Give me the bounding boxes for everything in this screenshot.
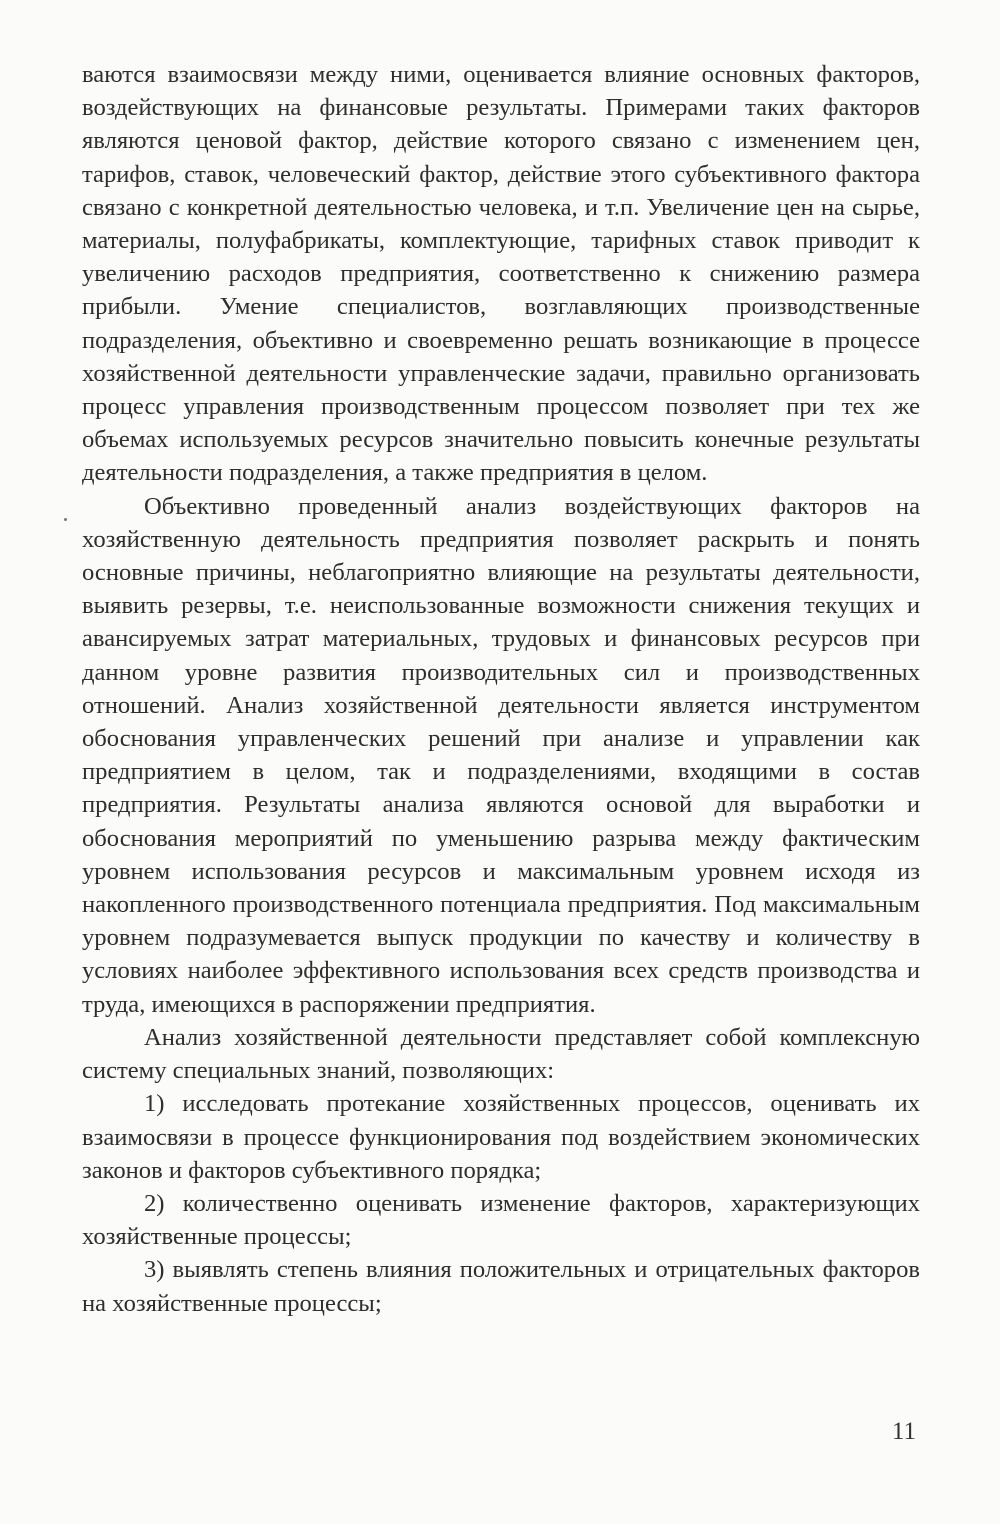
body-text [82, 58, 920, 1320]
paragraph-factor-analysis: Объективно проведенный анализ воздействующих факторов на хозяйственную деятельность предприятия позволяет раскрыть и понять основные причины, неблагоприятно влияющие на результаты деятельности, выявить резервы, т.е. неиспользованные возможности снижения текущих и авансируемых затрат материальных, трудовых и финансовых ресурсов при данном уровне развития производительных сил и производственных отношений. Анализ хозяйственной деятельности является инструментом обоснования управленческих решений при анализе и управлении как предприятием в целом, так и подразделениями, входящими в состав предприятия. Результаты анализа являются основой для выработки и обоснования мероприятий по уменьшению разрыва между фактическим уровнем использования ресурсов и максимальным уровнем исходя из накопленного производственного потенциала предприятия. Под максимальным уровнем подразумевается выпуск продукции по качеству и количеству в условиях наиболее эффективного использования всех средств производства и труда, имеющихся в распоряжении предприятия. [82, 492, 920, 1018]
paragraph-analysis-definition: Анализ хозяйственной деятельности представляет собой комплексную систему специальных знаний, позволяющих: [82, 1023, 920, 1085]
list-item-1: 1) исследовать протекание хозяйственных процессов, оценивать их взаимосвязи в процессе функционирования под воздействием экономических законов и факторов субъективного порядка; [82, 1090, 920, 1184]
scan-dot-mark [64, 518, 67, 521]
paragraph-continuation: ваются взаимосвязи между ними, оценивается влияние основных факторов, воздействующих на финансовые результаты. Примерами таких факторов являются ценовой фактор, действие которого связано с изменением цен, тарифов, ставок, человеческий фактор, действие этого субъективного фактора связано с конкретной деятельностью человека, и т.п. Увеличение цен на сырье, материалы, полуфабрикаты, комплектующие, тарифных ставок приводит к увеличению расходов предприятия, соответственно к снижению размера прибыли. Умение специалистов, возглавляющих производственные подразделения, объективно и своевременно решать возникающие в процессе хозяйственной деятельности управленческие задачи, правильно организовать процесс управления производственным процессом позволяет при тех же объемах используемых ресурсов значительно повысить конечные результаты деятельности подразделения, а также предприятия в целом. [82, 61, 920, 487]
list-item-3: 3) выявлять степень влияния положительных и отрицательных факторов на хозяйственные процессы; [82, 1256, 920, 1317]
page-number: 11 [891, 1418, 916, 1445]
list-item-2: 2) количественно оценивать изменение факторов, характеризующих хозяйственные процессы; [82, 1189, 920, 1251]
